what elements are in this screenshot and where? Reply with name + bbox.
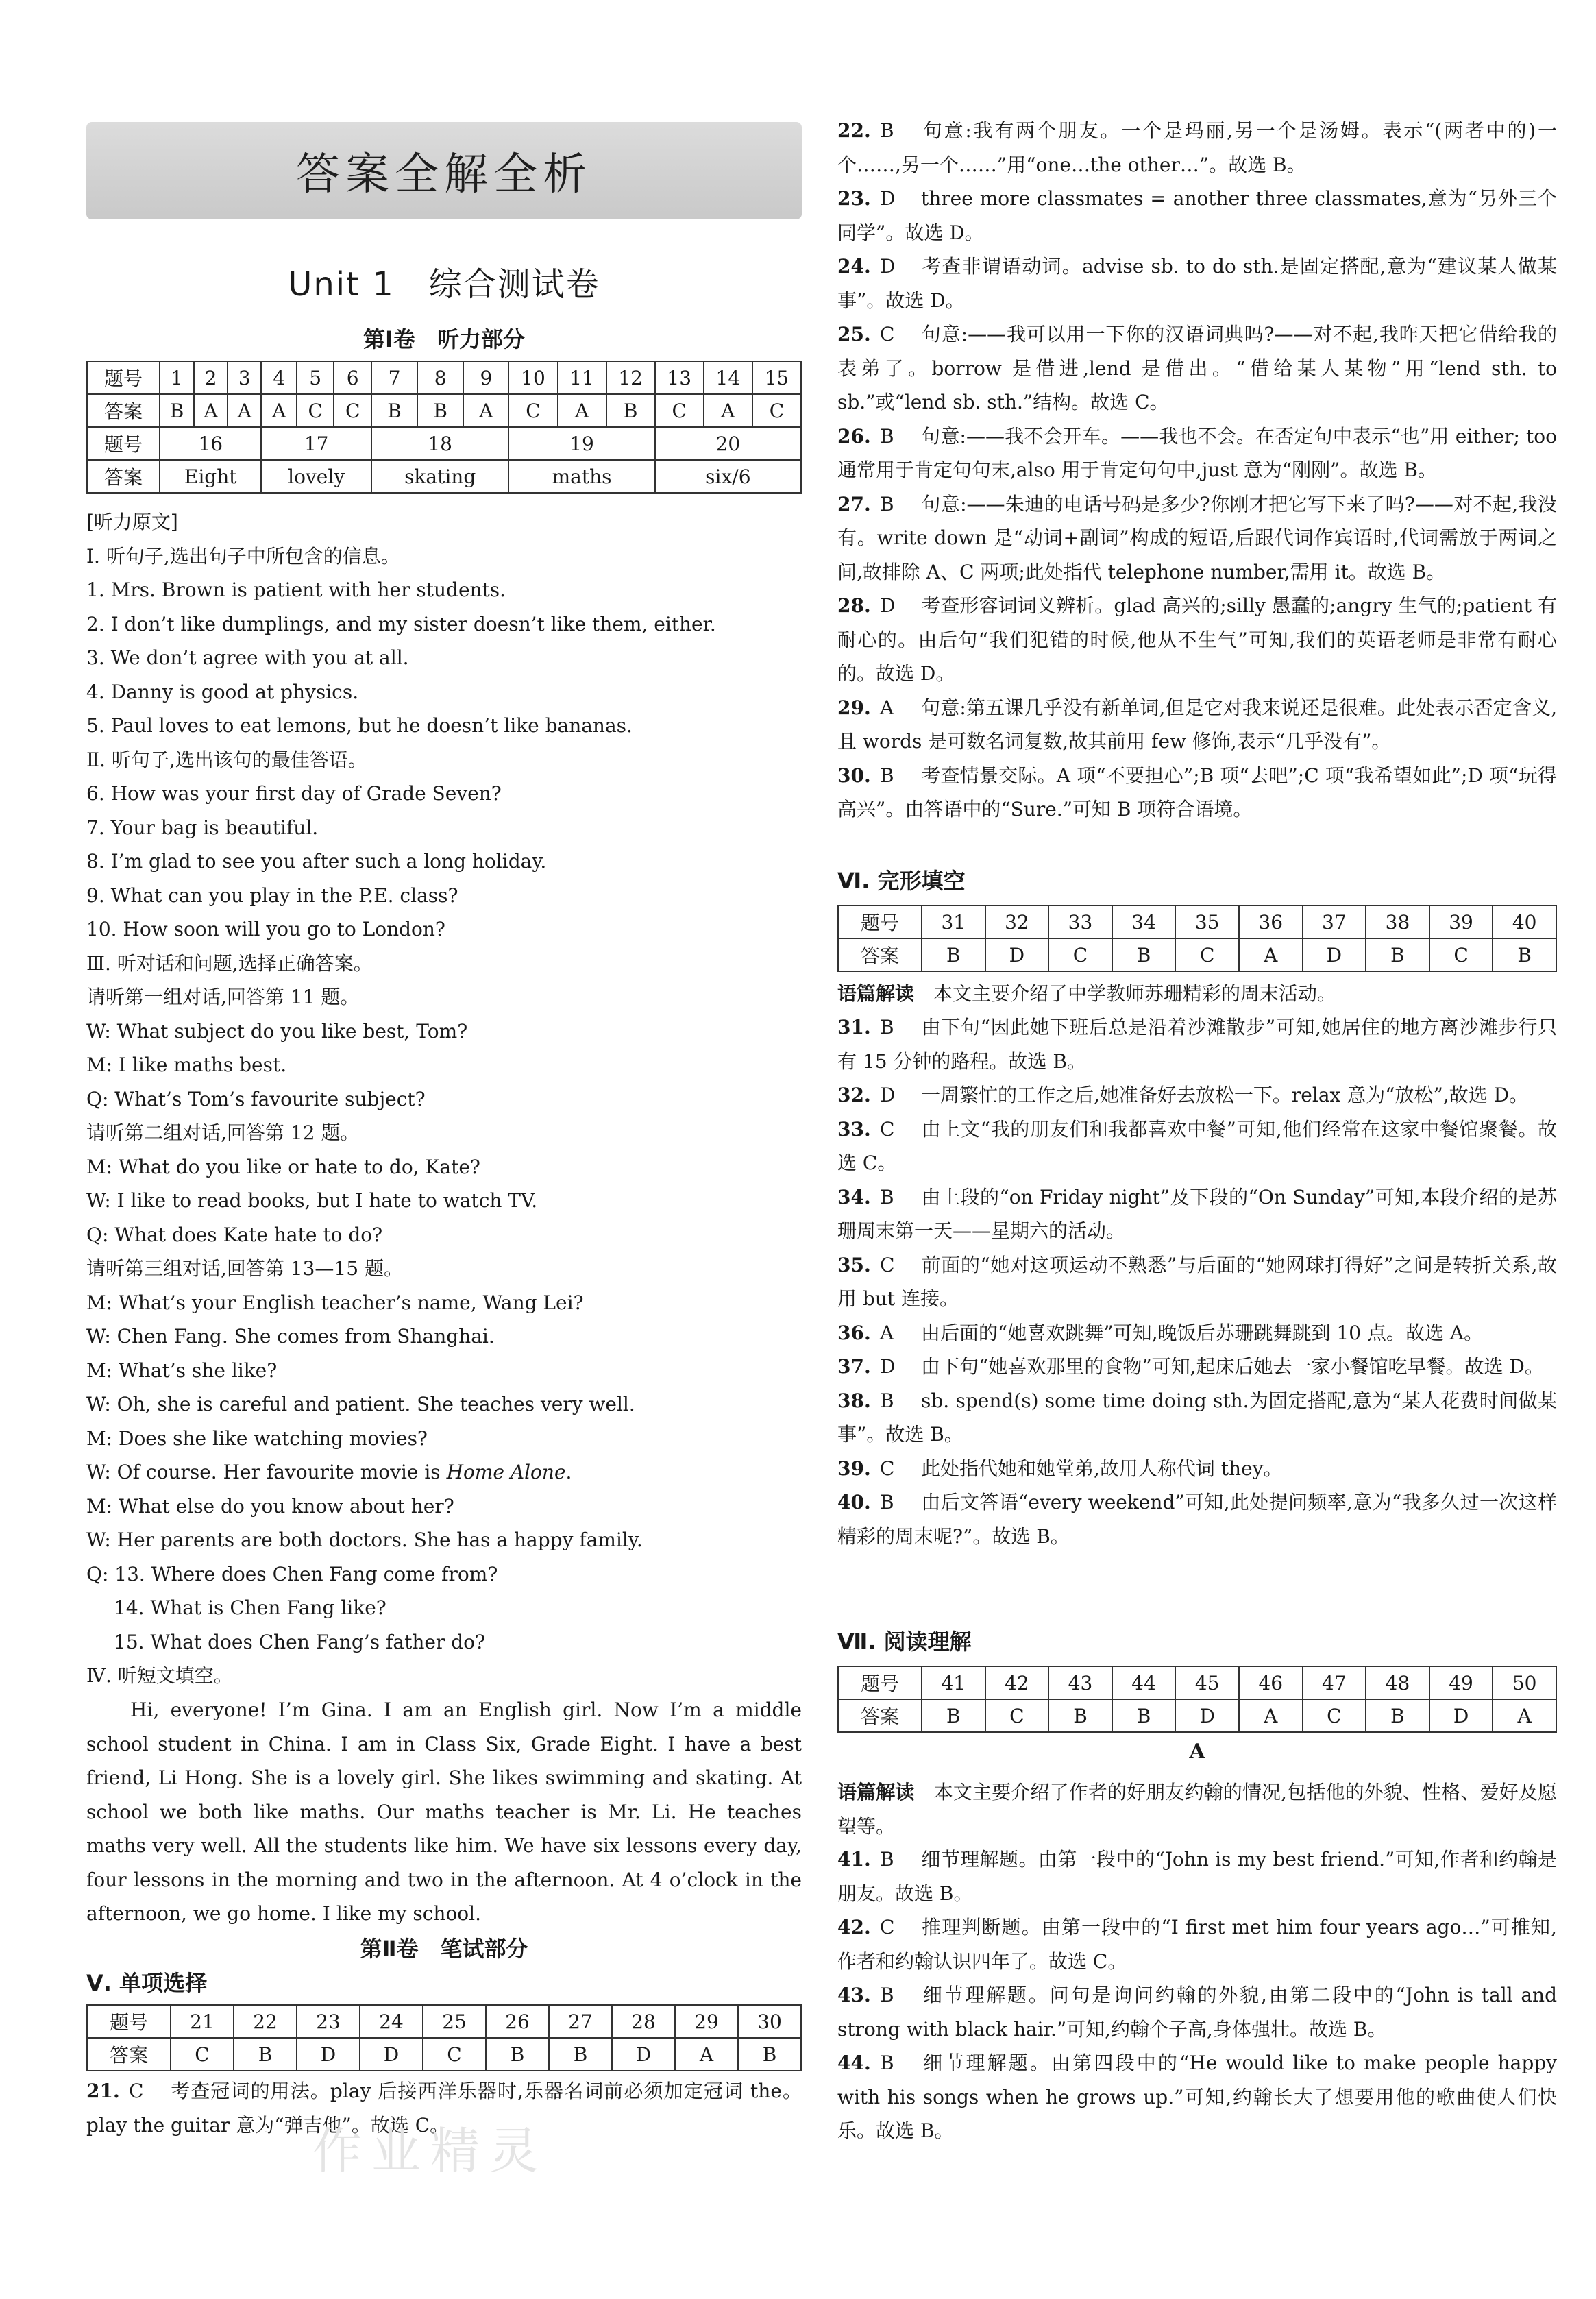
question-number: 26. <box>837 424 871 448</box>
section7-intro: 语篇解读 本文主要介绍了作者的好朋友约翰的情况,包括他的外貌、性格、爱好及愿望等。 <box>837 1781 1557 1838</box>
question-number: 39. <box>837 1457 871 1480</box>
table-cell: 3 <box>228 361 261 394</box>
table-cell: A <box>1239 938 1303 971</box>
answer-explanation <box>837 1485 1557 1553</box>
banner-title: 答案全解全析 <box>296 149 592 200</box>
table-cell: B <box>922 1699 985 1732</box>
question-number: 38. <box>837 1389 871 1412</box>
question-number: 41. <box>837 1848 871 1871</box>
answer-letter: C <box>880 1117 895 1141</box>
table-row <box>87 427 801 460</box>
watermark: 作业精灵 <box>312 2122 549 2180</box>
answer-explanation <box>837 1078 1557 1112</box>
table-row <box>87 460 801 493</box>
table-cell: B <box>1366 1699 1429 1732</box>
question-number: 36. <box>837 1321 871 1344</box>
table-cell: 32 <box>985 905 1049 938</box>
table-cell: 33 <box>1048 905 1112 938</box>
answer-letter: B <box>880 1389 894 1412</box>
script-line: [听力原文] <box>86 511 178 533</box>
movie-line: W: Of course. Her favourite movie is Home Alone. <box>86 1461 572 1483</box>
section6-answer-table <box>837 905 1557 972</box>
answer-explanation <box>837 1978 1557 2046</box>
table-cell: B <box>738 2038 801 2071</box>
answer-letter: B <box>880 1984 894 2006</box>
answer-explanation <box>837 691 1557 759</box>
script-line: 9. What can you play in the P.E. class? <box>86 884 458 907</box>
answer-explanation <box>837 1350 1557 1384</box>
table-row <box>838 938 1556 971</box>
table-cell: C <box>1303 1699 1366 1732</box>
script-line: W: Oh, she is careful and patient. She teaches very well. <box>86 1393 635 1415</box>
table-cell: 4 <box>261 361 297 394</box>
explanation-text: 由下句“她喜欢那里的食物”可知,起床后她去一家小餐馆吃早餐。故选 D。 <box>921 1355 1544 1378</box>
answer-explanation <box>837 1384 1557 1452</box>
script-line: 请听第一组对话,回答第 11 题。 <box>86 986 360 1008</box>
table-cell: A <box>558 394 606 427</box>
answer-letter: B <box>880 1185 894 1208</box>
script-line: M: What’s your English teacher’s name, Wang Lei? <box>86 1291 584 1314</box>
answer-letter: A <box>880 1321 894 1344</box>
explanation-text: 句意:——朱迪的电话号码是多少?你刚才把它写下来了吗?——对不起,我没有。write down 是“动词+副词”构成的短语,后跟代词作宾语时,代词需放于两词之间,故排除 A、C 两项;此处指代 telephone number,需用 it。故选 B。 <box>837 492 1557 583</box>
script-line: M: I like maths best. <box>86 1054 287 1076</box>
answer-explanation <box>837 1010 1557 1078</box>
question-number: 37. <box>837 1355 871 1378</box>
answer-letter: C <box>880 1253 895 1276</box>
answer-letter: B <box>880 119 894 142</box>
section6-intro: 语篇解读 本文主要介绍了中学教师苏珊精彩的周末活动。 <box>837 982 1337 1005</box>
question-number: 24. <box>837 255 871 278</box>
script-line: Ⅱ. 听句子,选出该句的最佳答语。 <box>86 748 367 771</box>
table-cell: C <box>1048 938 1112 971</box>
unit-title: Unit 1 综合测试卷 <box>288 265 600 304</box>
answer-explanation <box>837 419 1557 487</box>
table-cell: A <box>261 394 297 427</box>
question-number: 27. <box>837 492 871 515</box>
explanation-text: three more classmates = another three classmates,意为“另外三个同学”。故选 D。 <box>837 187 1557 244</box>
table-cell: six/6 <box>655 460 801 493</box>
table-cell: 21 <box>171 2005 234 2038</box>
table-cell: C <box>985 1699 1049 1732</box>
script-line: M: What’s she like? <box>86 1359 278 1382</box>
table-cell: 42 <box>985 1666 1049 1699</box>
listening-script <box>86 505 716 1693</box>
table-cell: 30 <box>738 2005 801 2038</box>
explanation-text: 由上段的“on Friday night”及下段的“On Sunday”可知,本段介绍的是苏珊周末第一天——星期六的活动。 <box>837 1185 1557 1242</box>
table-cell: 38 <box>1366 905 1429 938</box>
table-cell: D <box>360 2038 423 2071</box>
table-cell: 27 <box>549 2005 612 2038</box>
table-cell: C <box>752 394 801 427</box>
table-cell: 23 <box>297 2005 360 2038</box>
answer-letter: D <box>880 1084 896 1106</box>
table-row <box>838 905 1556 938</box>
explanation-text: 由上文“我的朋友们和我都喜欢中餐”可知,他们经常在这家中餐馆聚餐。故选 C。 <box>837 1117 1557 1174</box>
table-cell: A <box>1239 1699 1303 1732</box>
table-cell: 31 <box>922 905 985 938</box>
answer-banner <box>86 122 802 219</box>
table-cell: C <box>334 394 371 427</box>
table-cell: 2 <box>194 361 228 394</box>
answer-explanation <box>837 114 1557 182</box>
table-cell: A <box>463 394 508 427</box>
listening-answer-table <box>86 361 802 494</box>
section7-title: Ⅶ. 阅读理解 <box>837 1629 972 1655</box>
script-line: 请听第二组对话,回答第 12 题。 <box>86 1121 360 1144</box>
script-line: Ⅲ. 听对话和问题,选择正确答案。 <box>86 951 373 975</box>
answer-letter: D <box>880 187 896 210</box>
question-number: 22. <box>837 119 871 142</box>
script-line: Q: What’s Tom’s favourite subject? <box>86 1087 426 1110</box>
question-number: 23. <box>837 187 871 210</box>
table-cell: 答案 <box>838 1699 922 1732</box>
explanation-text: 考查非谓语动词。advise sb. to do sth.是固定搭配,意为“建议某人做某事”。故选 D。 <box>837 255 1557 312</box>
script-line: M: What else do you know about her? <box>86 1494 454 1518</box>
table-row <box>87 361 801 394</box>
table-cell: 16 <box>160 427 261 460</box>
table-cell: 34 <box>1112 905 1176 938</box>
script-line: W: What subject do you like best, Tom? <box>86 1019 468 1043</box>
answer-letter: C <box>880 1916 895 1938</box>
table-cell: 39 <box>1429 905 1493 938</box>
answer-letter: B <box>880 424 894 448</box>
table-cell: C <box>1429 938 1493 971</box>
question-number: 31. <box>837 1016 871 1038</box>
table-cell: 50 <box>1493 1666 1556 1699</box>
table-cell: B <box>1366 938 1429 971</box>
table-cell: 19 <box>508 427 654 460</box>
answer-explanation <box>837 250 1557 317</box>
script-line: 14. What is Chen Fang like? <box>114 1596 386 1619</box>
table-cell: 49 <box>1429 1666 1493 1699</box>
explanation-text: 细节理解题。由第一段中的“John is my best friend.”可知,作者和约翰是朋友。故选 B。 <box>837 1848 1557 1905</box>
table-cell: 6 <box>334 361 371 394</box>
table-row <box>87 2038 801 2071</box>
question-number: 25. <box>837 323 871 345</box>
explanation-text: 推理判断题。由第一段中的“I first met him four years ago…”可推知,作者和约翰认识四年了。故选 C。 <box>837 1916 1557 1973</box>
table-cell: C <box>297 394 334 427</box>
answer-letter: C <box>880 1457 895 1480</box>
script-line: Q: 13. Where does Chen Fang come from? <box>86 1562 498 1585</box>
table-row <box>838 1699 1556 1732</box>
answer-letter: D <box>880 1355 896 1378</box>
script-line: 1. Mrs. Brown is patient with her students. <box>86 579 506 601</box>
question-number: 30. <box>837 764 871 787</box>
answer-letter: B <box>880 2052 894 2074</box>
table-cell: 45 <box>1175 1666 1239 1699</box>
answer-explanation <box>837 759 1557 827</box>
script-line: 3. We don’t agree with you at all. <box>86 646 409 669</box>
table-cell: 47 <box>1303 1666 1366 1699</box>
table-cell: lovely <box>261 460 371 493</box>
question-number: 40. <box>837 1491 871 1513</box>
table-cell: 43 <box>1048 1666 1112 1699</box>
table-cell: 答案 <box>87 394 160 427</box>
table-cell: 12 <box>606 361 655 394</box>
script-line: 15. What does Chen Fang’s father do? <box>114 1630 486 1653</box>
answer-letter: C <box>880 323 895 345</box>
table-cell: B <box>371 394 417 427</box>
table-cell: 20 <box>655 427 801 460</box>
table-cell: 8 <box>417 361 463 394</box>
table-cell: 15 <box>752 361 801 394</box>
table-cell: A <box>228 394 261 427</box>
explanation-text: 句意:第五课几乎没有新单词,但是它对我来说还是很难。此处表示否定含义,且 words 是可数名词复数,故其前用 few 修饰,表示“几乎没有”。 <box>837 696 1557 753</box>
table-cell: Eight <box>160 460 261 493</box>
question-number: 29. <box>837 696 871 719</box>
table-cell: 题号 <box>87 427 160 460</box>
table-cell: 24 <box>360 2005 423 2038</box>
script-line: 5. Paul loves to eat lemons, but he doesn’t like bananas. <box>86 714 633 737</box>
script-line: 6. How was your first day of Grade Seven? <box>86 782 502 805</box>
section6-answers <box>837 1010 1557 1553</box>
explanation-text: 细节理解题。问句是询问约翰的外貌,由第二段中的“John is tall and strong with black hair.”可知,约翰个子高,身体强壮。故选 B。 <box>837 1984 1557 2041</box>
table-cell: 题号 <box>87 361 160 394</box>
table-cell: 46 <box>1239 1666 1303 1699</box>
script-line: W: Her parents are both doctors. She has a happy family. <box>86 1529 643 1551</box>
answer-explanation <box>837 1842 1557 1910</box>
table-cell: B <box>549 2038 612 2071</box>
table-cell: 36 <box>1239 905 1303 938</box>
answer-explanation <box>837 1452 1557 1486</box>
table-cell: A <box>1493 1699 1556 1732</box>
table-cell: 18 <box>371 427 509 460</box>
table-cell: B <box>1048 1699 1112 1732</box>
part1-title: 第Ⅰ卷 听力部分 <box>363 326 525 352</box>
table-cell: 14 <box>704 361 752 394</box>
table-cell: 5 <box>297 361 334 394</box>
question-number: 42. <box>837 1916 871 1938</box>
table-cell: 答案 <box>87 2038 171 2071</box>
question-number: 28. <box>837 594 871 617</box>
table-cell: B <box>234 2038 297 2071</box>
answer-explanation <box>837 1180 1557 1248</box>
table-cell: D <box>1175 1699 1239 1732</box>
explanation-text: 一周繁忙的工作之后,她准备好去放松一下。relax 意为“放松”,故选 D。 <box>921 1084 1529 1106</box>
answer-letter: B <box>880 492 894 515</box>
table-cell: 13 <box>655 361 704 394</box>
script-line: 7. Your bag is beautiful. <box>86 816 319 839</box>
table-cell: D <box>1303 938 1366 971</box>
answer-explanation <box>837 589 1557 691</box>
answer-letter: C <box>129 2080 144 2102</box>
table-cell: C <box>423 2038 486 2071</box>
explanation-text: 考查形容词词义辨析。glad 高兴的;silly 愚蠢的;angry 生气的;patient 有耐心的。由后句“我们犯错的时候,他从不生气”可知,我们的英语老师是非常有耐心的。故选 D。 <box>837 594 1557 685</box>
table-cell: B <box>417 394 463 427</box>
table-cell: 41 <box>922 1666 985 1699</box>
answer-explanation <box>837 1316 1557 1350</box>
table-cell: 答案 <box>838 938 922 971</box>
answer-letter: D <box>880 255 896 278</box>
script-line: Q: What does Kate hate to do? <box>86 1223 383 1246</box>
explanation-text: 句意:我有两个朋友。一个是玛丽,另一个是汤姆。表示“(两者中的)一个……,另一个……”用“one…the other…”。故选 B。 <box>837 119 1557 176</box>
table-cell: maths <box>508 460 654 493</box>
table-cell: 1 <box>160 361 194 394</box>
table-cell: C <box>1175 938 1239 971</box>
table-cell: 22 <box>234 2005 297 2038</box>
script-line: M: Does she like watching movies? <box>86 1426 428 1450</box>
table-cell: 17 <box>261 427 371 460</box>
section7-subheading: A <box>1189 1740 1205 1764</box>
table-cell: A <box>704 394 752 427</box>
answer-explanation <box>837 1112 1557 1180</box>
table-cell: B <box>486 2038 549 2071</box>
table-cell: 题号 <box>87 2005 171 2038</box>
table-cell: B <box>1112 1699 1176 1732</box>
table-cell: D <box>1429 1699 1493 1732</box>
answer-explanation <box>837 2046 1557 2148</box>
answer-letter: D <box>880 594 896 617</box>
table-cell: 答案 <box>87 460 160 493</box>
table-cell: 28 <box>612 2005 675 2038</box>
answer-letter: B <box>880 764 894 787</box>
answer-letter: B <box>880 1016 894 1038</box>
explanation-text: 由下句“因此她下班后总是沿着沙滩散步”可知,她居住的地方离沙滩步行只有 15 分钟的路程。故选 B。 <box>837 1016 1557 1073</box>
table-cell: 25 <box>423 2005 486 2038</box>
script-line: Ⅰ. 听句子,选出句子中所包含的信息。 <box>86 544 400 568</box>
part2-title: 第Ⅱ卷 笔试部分 <box>360 1936 528 1962</box>
table-cell: B <box>1112 938 1176 971</box>
table-cell: skating <box>371 460 509 493</box>
script-line: W: Chen Fang. She comes from Shanghai. <box>86 1325 495 1348</box>
table-cell: 11 <box>558 361 606 394</box>
script-line: 2. I don’t like dumplings, and my sister doesn’t like them, either. <box>86 612 716 635</box>
section6-title: Ⅵ. 完形填空 <box>837 868 966 894</box>
table-cell: D <box>985 938 1049 971</box>
script-line: M: What do you like or hate to do, Kate? <box>86 1155 480 1178</box>
section7-answers <box>837 1842 1557 2148</box>
question-number: 33. <box>837 1117 871 1141</box>
table-cell: A <box>194 394 228 427</box>
question-number: 32. <box>837 1084 871 1106</box>
section5-answers-continued <box>837 114 1557 827</box>
explanation-text: 考查情景交际。A 项“不要担心”;B 项“去吧”;C 项“我希望如此”;D 项“玩得高兴”。由答语中的“Sure.”可知 B 项符合语境。 <box>837 764 1557 820</box>
explanation-text: 此处指代她和她堂弟,故用人称代词 they。 <box>921 1457 1283 1480</box>
explanation-text: 前面的“她对这项运动不熟悉”与后面的“她网球打得好”之间是转折关系,故用 but 连接。 <box>837 1253 1557 1310</box>
table-cell: 35 <box>1175 905 1239 938</box>
script-line: Ⅳ. 听短文填空。 <box>86 1664 233 1687</box>
script-line: 4. Danny is good at physics. <box>86 680 359 703</box>
table-cell: D <box>297 2038 360 2071</box>
question-number: 35. <box>837 1253 871 1276</box>
table-row <box>87 2005 801 2038</box>
table-cell: C <box>171 2038 234 2071</box>
table-cell: 37 <box>1303 905 1366 938</box>
script-line: W: I like to read books, but I hate to watch TV. <box>86 1189 538 1212</box>
explanation-text: 句意:——我可以用一下你的汉语词典吗?——对不起,我昨天把它借给我的表弟了。borrow 是借进,lend 是借出。“借给某人某物”用“lend sth. to sb.”或“lend sb. sth.”结构。故选 C。 <box>837 323 1557 413</box>
explanation-text: sb. spend(s) some time doing sth.为固定搭配,意为“某人花费时间做某事”。故选 B。 <box>837 1389 1557 1446</box>
answer-explanation <box>837 182 1557 250</box>
table-cell: B <box>160 394 194 427</box>
explanation-text: 考查冠词的用法。play 后接西洋乐器时,乐器名词前必须加定冠词 the。play the guitar 意为“弹吉他”。故选 C。 <box>86 2080 802 2137</box>
answer-letter: A <box>880 696 894 719</box>
table-cell: 9 <box>463 361 508 394</box>
table-cell: 44 <box>1112 1666 1176 1699</box>
explanation-text: 由后文答语“every weekend”可知,此处提问频率,意为“我多久过一次这样精彩的周末呢?”。故选 B。 <box>837 1491 1557 1548</box>
answer-letter: B <box>880 1848 894 1871</box>
table-cell: B <box>922 938 985 971</box>
question-number: 21. <box>86 2080 120 2102</box>
table-row <box>838 1666 1556 1699</box>
script-line: 10. How soon will you go to London? <box>86 918 445 940</box>
script-line: 8. I’m glad to see you after such a long holiday. <box>86 850 547 873</box>
table-cell: 题号 <box>838 1666 922 1699</box>
explanation-text: 句意:——我不会开车。——我也不会。在否定句中表示“也”用 either; too 通常用于肯定句句末,also 用于肯定句句中,just 意为“刚刚”。故选 B。 <box>837 424 1557 481</box>
script-line: 请听第三组对话,回答第 13—15 题。 <box>86 1257 403 1280</box>
table-cell: D <box>612 2038 675 2071</box>
table-cell: 48 <box>1366 1666 1429 1699</box>
explanation-text: 由后面的“她喜欢跳舞”可知,晚饭后苏珊跳舞跳到 10 点。故选 A。 <box>921 1321 1484 1344</box>
explanation-text: 细节理解题。由第四段中的“He would like to make people happy with his songs when he grows up.”可知,约翰长大了想要用他的歌曲使人们快乐。故选 B。 <box>837 2052 1557 2142</box>
table-cell: B <box>1493 938 1556 971</box>
table-cell: 10 <box>508 361 557 394</box>
answer-explanation <box>837 1248 1557 1316</box>
section7-answer-table <box>837 1666 1557 1733</box>
section5-title: Ⅴ. 单项选择 <box>86 1970 208 1996</box>
table-row <box>87 394 801 427</box>
table-cell: C <box>655 394 704 427</box>
answer-explanation <box>837 317 1557 419</box>
table-cell: 26 <box>486 2005 549 2038</box>
section5-answer-table <box>86 2004 802 2071</box>
table-cell: 40 <box>1493 905 1556 938</box>
answer-letter: B <box>880 1491 894 1513</box>
table-cell: A <box>675 2038 738 2071</box>
table-cell: C <box>508 394 557 427</box>
answer-explanation <box>837 1910 1557 1978</box>
listening-passage: Hi, everyone! I’m Gina. I am an English girl. Now I’m a middle school student in China. I am in Class Six, Grade Eight. I have a best friend, Li Hong. She is a lovely girl. She likes swimming and skating. At school we both like maths. Our maths teacher is Mr. Li. He teaches maths very well. All the students like him. We have six lessons every day, four lessons in the morning and two in the afternoon. At 4 o’clock in the afternoon, we go home. I like my school. <box>86 1699 802 1925</box>
answer-explanation <box>837 487 1557 589</box>
question-number: 34. <box>837 1185 871 1208</box>
question-number: 43. <box>837 1984 871 2006</box>
table-cell: 29 <box>675 2005 738 2038</box>
question-number: 44. <box>837 2052 871 2074</box>
table-cell: B <box>606 394 655 427</box>
table-cell: 题号 <box>838 905 922 938</box>
table-cell: 7 <box>371 361 417 394</box>
